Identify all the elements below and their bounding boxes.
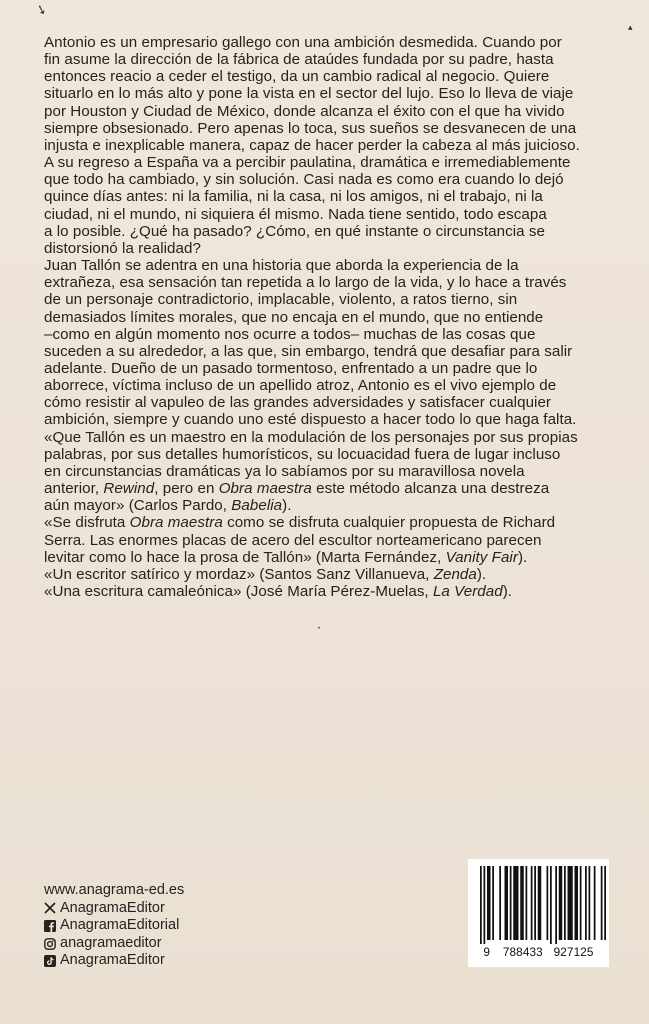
barcode-bar xyxy=(589,866,591,940)
instagram-icon xyxy=(44,938,56,950)
barcode-bar xyxy=(568,866,573,940)
blurb-line: Juan Tallón se adentra en una historia que aborda la experiencia de la xyxy=(44,257,519,275)
barcode-bar xyxy=(520,866,524,940)
x-handle: AnagramaEditor xyxy=(60,899,165,916)
press-quote-pardo xyxy=(44,429,612,515)
blurb-line: A su regreso a España va a percibir paulatina, dramática e irremediablemente xyxy=(44,154,571,172)
press-quote-perez xyxy=(44,583,612,600)
blurb-line: demasiados límites morales, que no encaja en el mundo, que no entiende xyxy=(44,308,544,326)
quote-text: , pero en xyxy=(154,480,219,498)
blurb-line: aborrece, víctima incluso de un apellido atroz, Antonio es el vivo ejemplo de xyxy=(44,377,557,395)
barcode-bar xyxy=(480,866,482,944)
barcode-bar xyxy=(604,866,606,940)
barcode-bar xyxy=(538,866,542,940)
blurb-line: suceden a su alrededor, a las que, sin embargo, tendrá que desafiar para salir xyxy=(44,342,573,360)
website-url: www.anagrama-ed.es xyxy=(44,882,185,898)
barcode-bar xyxy=(601,866,603,940)
website-link[interactable] xyxy=(44,882,184,900)
barcode-bar xyxy=(526,866,528,940)
barcode-bar xyxy=(575,866,579,940)
press-quote-fernandez xyxy=(44,514,612,565)
quote-text: ). xyxy=(517,548,528,566)
quote-text: «Un escritor satírico y mordaz» (Santos Sanz Villanueva, xyxy=(44,565,434,583)
isbn-group-2: 927125 xyxy=(553,945,594,959)
barcode-bar xyxy=(547,866,549,940)
barcode-bar xyxy=(555,866,557,944)
barcode-bar xyxy=(594,866,596,940)
book-title: Rewind xyxy=(103,480,155,498)
quote-text: «Se disfruta xyxy=(44,514,130,532)
quote-line: Serra. Las enormes placas de acero del escultor norteamericano parecen xyxy=(44,531,542,549)
quote-source: La Verdad xyxy=(432,583,503,600)
barcode-bar xyxy=(559,866,563,940)
quote-text: ). xyxy=(282,497,292,515)
barcode-bar xyxy=(580,866,582,940)
quote-source: Zenda xyxy=(433,565,477,583)
barcode-bar xyxy=(564,866,566,940)
instagram-link[interactable] xyxy=(44,935,184,953)
barcode-bar xyxy=(499,866,501,940)
isbn-prefix: 9 xyxy=(483,945,491,959)
barcode-bar xyxy=(510,866,512,940)
barcode-bar xyxy=(484,866,486,944)
quote-text: como se disfruta cualquier propuesta de Richard xyxy=(222,514,556,532)
barcode-bar xyxy=(513,866,518,940)
barcode-bar xyxy=(487,866,491,940)
tiktok-icon xyxy=(44,955,56,967)
barcode-bars xyxy=(468,859,609,945)
quote-text: levitar como lo hace la prosa de Tallón» (Marta Fernández, xyxy=(44,548,446,566)
blurb-line: –como en algún momento nos ocurre a todos– muchas de las cosas que xyxy=(44,325,536,343)
blurb-line: fin asume la dirección de la fábrica de ataúdes fundada por su padre, hasta xyxy=(44,51,554,69)
barcode-bar xyxy=(550,866,552,944)
quote-text: «Una escritura camaleónica» (José María Pérez-Muelas, xyxy=(44,583,433,600)
barcode-bar xyxy=(534,866,536,940)
blurb-line: distorsionó la realidad? xyxy=(44,239,201,257)
quote-text: ). xyxy=(502,583,513,600)
press-quote-sanz xyxy=(44,566,612,583)
quote-text: anterior, xyxy=(44,480,104,498)
quote-text: ). xyxy=(476,565,487,583)
quote-line: «Que Tallón es un maestro en la modulación de los personajes por sus propias xyxy=(44,428,578,446)
print-dot: • xyxy=(318,626,321,632)
x-link[interactable] xyxy=(44,900,184,918)
blurb-line: ambición, siempre y cuando uno esté dispuesto a hacer todo lo que haga falta. xyxy=(44,411,577,429)
blurb-line: ciudad, ni el mundo, ni siquiera él mismo. Nada tiene sentido, todo escapa xyxy=(44,205,547,223)
back-cover-blurb xyxy=(44,34,612,600)
facebook-link[interactable] xyxy=(44,917,184,935)
isbn-number xyxy=(468,945,609,959)
blurb-line: cómo resistir al vapuleo de las grandes adversidades y satisfacer cualquier xyxy=(44,394,552,412)
blurb-line: que todo ha cambiado, y sin solución. Casi nada es como era cuando lo dejó xyxy=(44,171,564,189)
print-mark-top-right: ▴ xyxy=(628,22,633,32)
quote-text: este método alcanza una destreza xyxy=(311,480,550,498)
print-mark-top-left: ➘ xyxy=(34,0,50,19)
isbn-barcode xyxy=(468,859,609,967)
quote-source: Babelia xyxy=(231,497,283,515)
quote-line: palabras, por sus detalles humorísticos, su locuacidad fuera de lugar incluso xyxy=(44,445,561,463)
quote-text: aún mayor» (Carlos Pardo, xyxy=(44,497,232,515)
tiktok-link[interactable] xyxy=(44,952,184,970)
barcode-bar xyxy=(585,866,587,940)
blurb-line: Antonio es un empresario gallego con una ambición desmedida. Cuando por xyxy=(44,34,562,51)
tiktok-handle: AnagramaEditor xyxy=(60,952,165,969)
facebook-icon xyxy=(44,920,56,932)
blurb-line: siempre obsesionado. Pero apenas lo toca, sus sueños se desvanecen de una xyxy=(44,119,577,137)
barcode-bar xyxy=(531,866,533,940)
barcode-bar xyxy=(505,866,509,940)
blurb-line: por Houston y Ciudad de México, donde alcanza el éxito con el que ha vivido xyxy=(44,102,565,120)
book-title: Obra maestra xyxy=(129,514,223,532)
blurb-line: injusta e inexplicable manera, capaz de hacer perder la cabeza al más juicioso. xyxy=(44,136,580,154)
publisher-links xyxy=(44,882,184,970)
blurb-line: quince días antes: ni la familia, ni la casa, ni los amigos, ni el trabajo, ni la xyxy=(44,188,543,206)
blurb-line: situarlo en lo más alto y pone la vista en el sector del lujo. Eso lo lleva de viaje xyxy=(44,85,574,103)
blurb-line: extrañeza, esa sensación tan repetida a lo largo de la vida, y lo hace a través xyxy=(44,274,567,292)
quote-source: Vanity Fair xyxy=(445,548,518,566)
barcode-bar xyxy=(492,866,494,940)
author-paragraph xyxy=(44,257,612,429)
instagram-handle: anagramaeditor xyxy=(60,934,162,951)
blurb-line: a lo posible. ¿Qué ha pasado? ¿Cómo, en qué instante o circunstancia se xyxy=(44,222,545,240)
synopsis-paragraph xyxy=(44,34,612,257)
x-icon xyxy=(44,902,56,914)
blurb-line: entonces reacio a ceder el testigo, da un cambio radical al negocio. Quiere xyxy=(44,68,550,86)
facebook-handle: AnagramaEditorial xyxy=(60,917,180,934)
blurb-line: de un personaje contradictorio, implacable, violento, a ratos tierno, sin xyxy=(44,291,518,309)
book-title: Obra maestra xyxy=(218,480,312,498)
quote-line: en circunstancias dramáticas ya lo sabíamos por su maravillosa novela xyxy=(44,462,525,480)
blurb-line: adelante. Dueño de un pasado tormentoso, enfrentado a un padre que lo xyxy=(44,359,538,377)
isbn-group-1: 788433 xyxy=(502,945,543,959)
